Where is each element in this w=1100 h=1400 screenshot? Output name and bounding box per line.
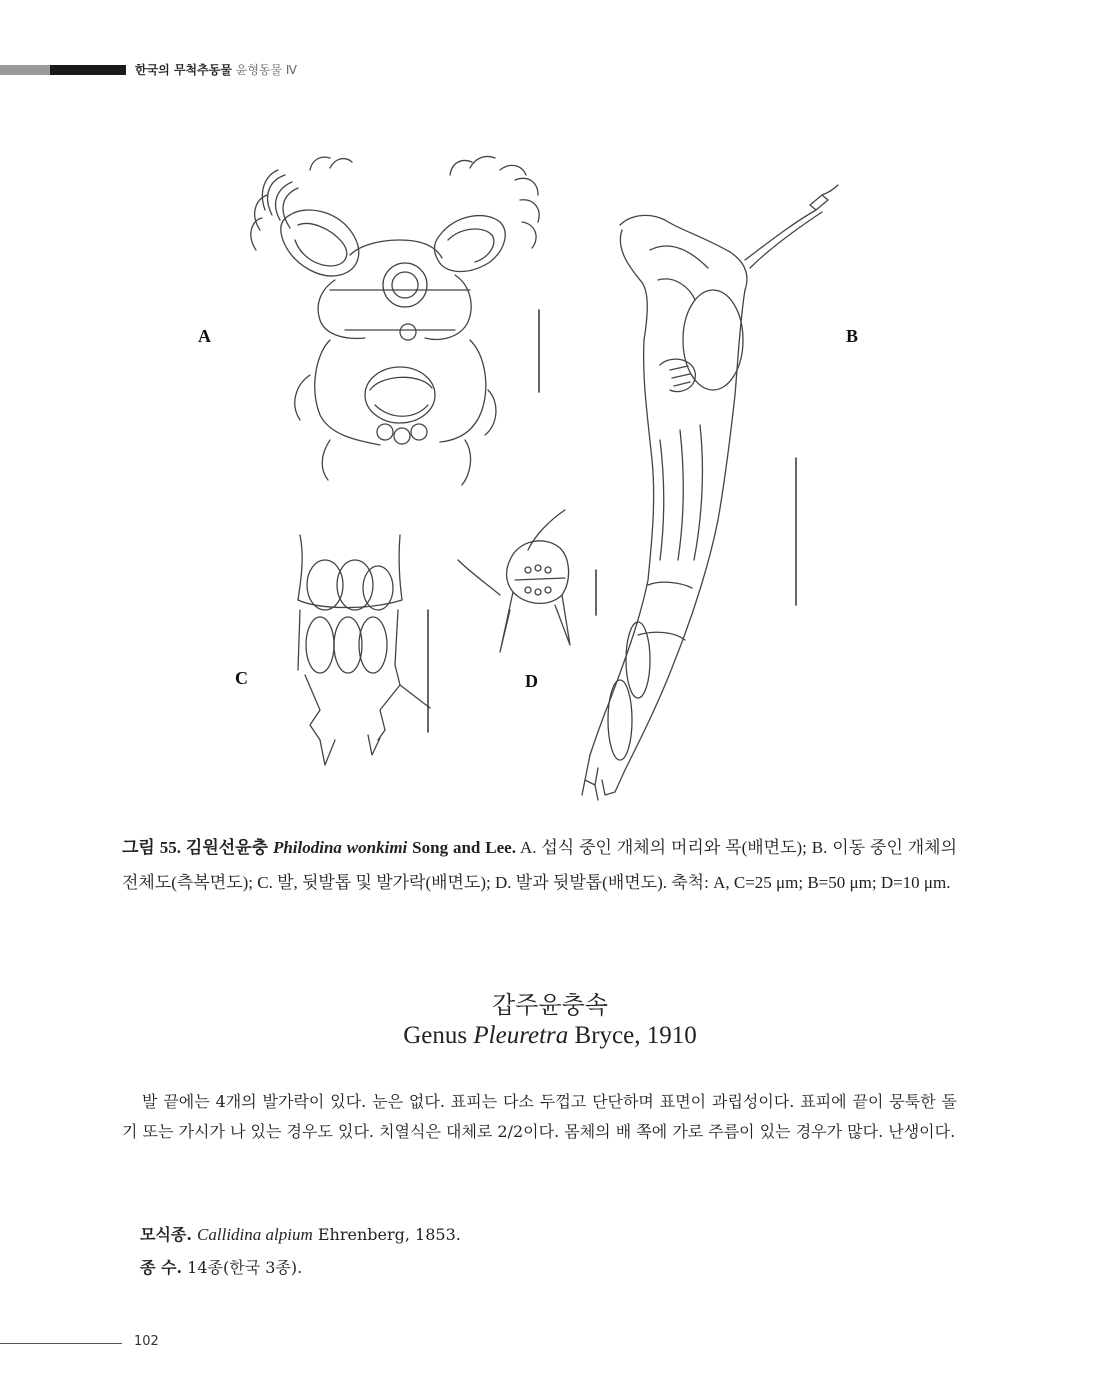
species-count-label: 종 수. [140,1258,183,1277]
volume-title: 윤형동물 Ⅳ [235,63,298,77]
figure-caption [122,830,957,900]
type-species-authority: Ehrenberg, 1853. [317,1225,461,1244]
running-header [135,61,297,78]
panel-d-drawing [458,510,596,652]
type-species-line [140,1222,461,1245]
header-bar-light [0,65,50,75]
type-species-label: 모식종. [140,1225,192,1244]
panel-label-b: B [846,326,859,346]
panel-b-drawing [582,185,838,800]
type-species-name: Callidina alpium [197,1225,313,1244]
panel-label-a: A [198,326,211,346]
genus-name: Pleuretra [473,1022,569,1049]
figure-55 [170,140,930,810]
caption-description: A. 섭식 중인 개체의 머리와 목(배면도); B. 이동 중인 개체의 전체도(측복면도); C. 발, 뒷발톱 및 발가락(배면도); D. 발과 뒷발톱(배면도). 축척: A, C=25 μm; B=50 μm; D=10 μm. [122,838,958,892]
caption-korean-name: 김원선윤충 [185,838,269,857]
genus-description: 발 끝에는 4개의 발가락이 있다. 눈은 없다. 표피는 다소 두껍고 단단하며 표면이 과립성이다. 표피에 끝이 뭉툭한 돌기 또는 가시가 나 있는 경우도 있다. 치열식은 대체로 2/2이다. 몸체의 배 쪽에 가로 주름이 있는 경우가 많다. 난생이다. [122,1092,957,1141]
caption-authority: Song and Lee. [412,838,516,857]
header-bar-dark [50,65,126,75]
panel-label-c: C [235,668,248,688]
species-count-value: 14종(한국 3종). [187,1258,303,1277]
caption-scientific-name: Philodina wonkimi [272,838,408,857]
genus-authority: Bryce, 1910 [574,1022,697,1049]
caption-figure-number: 그림 55. [122,838,181,857]
series-title: 한국의 무척추동물 [135,63,232,77]
genus-prefix: Genus [403,1022,468,1049]
panel-label-d: D [525,671,538,691]
footer-rule [0,1343,122,1344]
page-number: 102 [134,1334,159,1349]
genus-heading-korean: 갑주윤충속 [492,991,608,1019]
panel-a-drawing [251,156,539,485]
rotifer-illustration [170,140,930,810]
genus-heading-latin [0,1022,1100,1050]
species-count-line [140,1255,302,1278]
panel-c-drawing [298,535,430,765]
